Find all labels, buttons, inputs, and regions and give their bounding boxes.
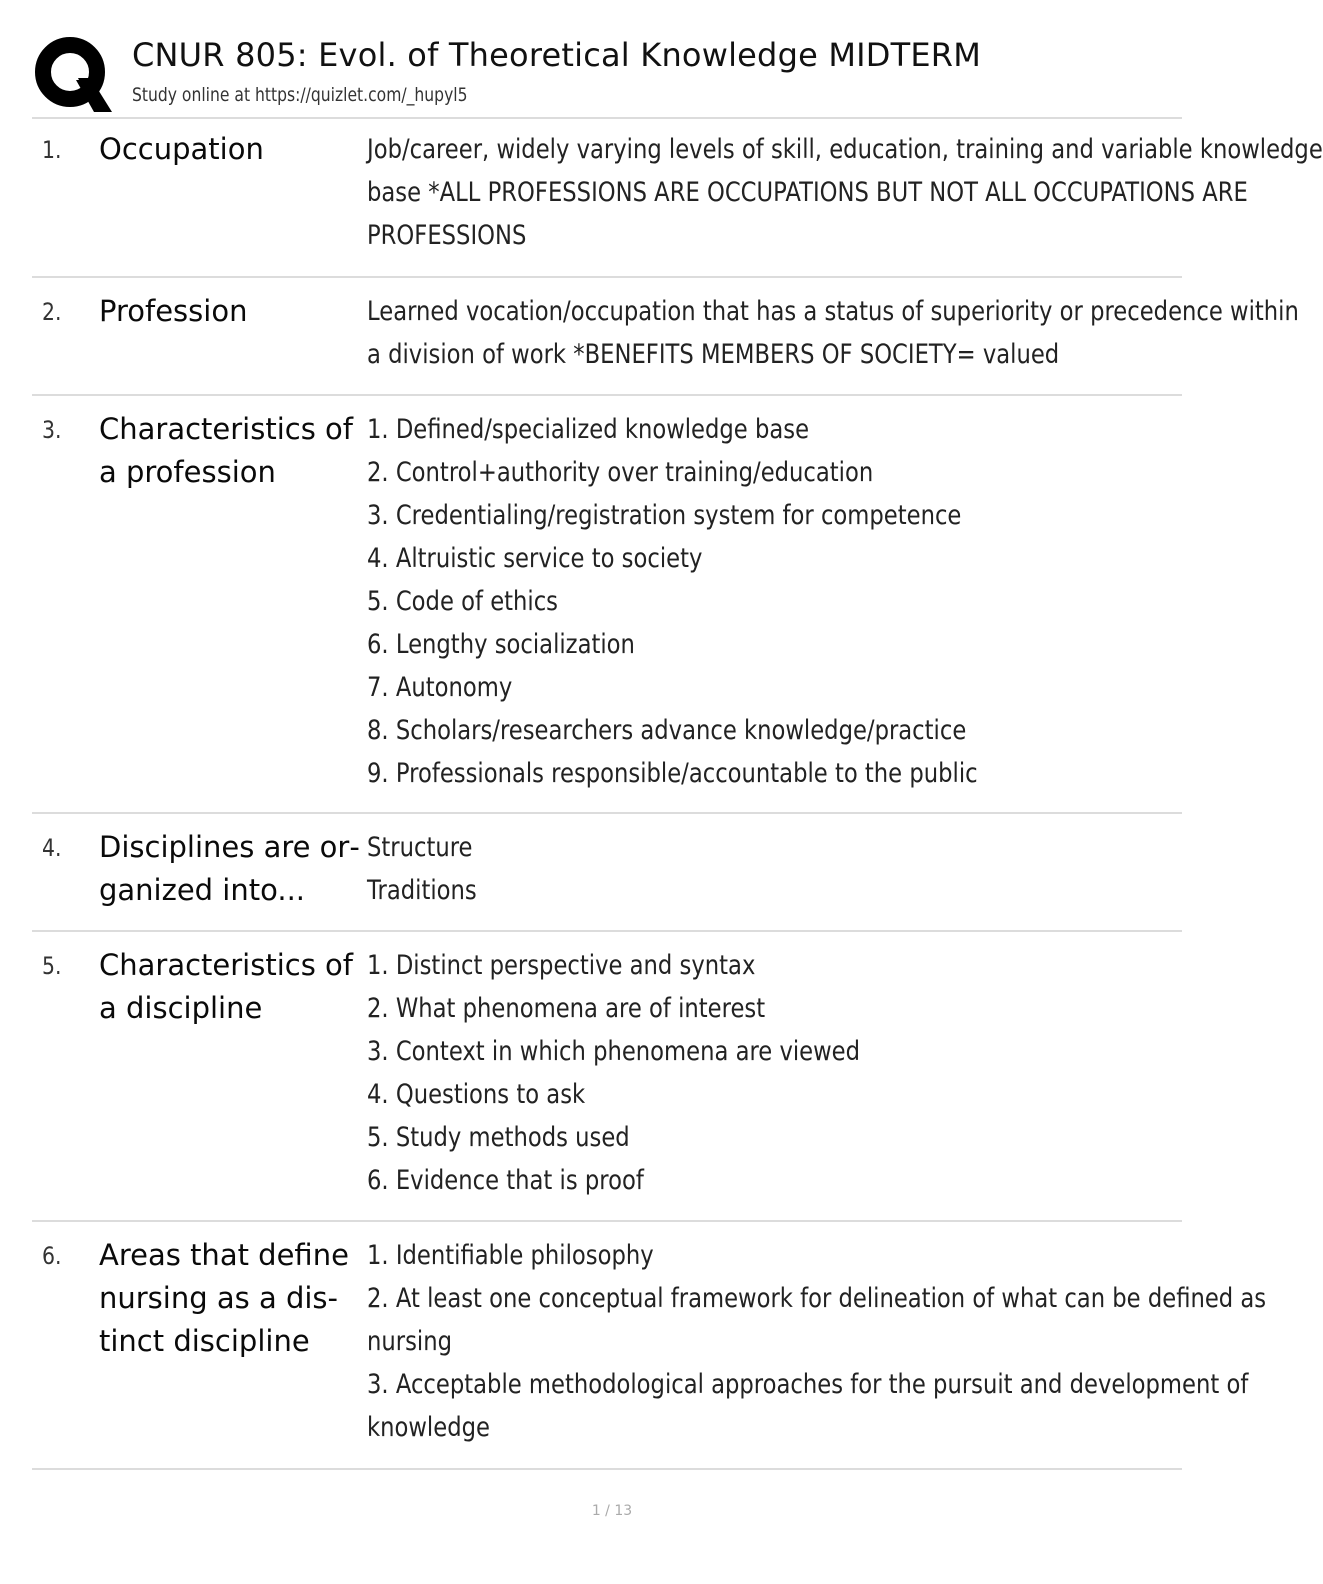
card-definition: [367, 128, 1323, 257]
card-definition: [367, 1234, 1267, 1449]
definition-line: 2. Control+authority over training/education: [367, 457, 874, 488]
card-number: 5.: [42, 952, 62, 980]
definition-line: Structure: [367, 832, 473, 863]
card-number: 2.: [42, 298, 62, 326]
definition-line: 3. Context in which phenomena are viewed: [367, 1036, 861, 1067]
definition-line: 4. Altruistic service to society: [367, 543, 703, 574]
definition-line: a division of work *BENEFITS MEMBERS OF SOCIETY= valued: [367, 339, 1060, 370]
definition-line: knowledge: [367, 1412, 490, 1443]
page-header: [32, 30, 1182, 114]
definition-line: 9. Professionals responsible/accountable to the public: [367, 758, 978, 789]
definition-line: nursing: [367, 1326, 452, 1357]
definition-line: 6. Lengthy socialization: [367, 629, 635, 660]
flashcard-list: [32, 118, 1323, 1470]
flashcard-row: [32, 278, 1299, 396]
card-number: 3.: [42, 416, 62, 444]
definition-line: 8. Scholars/researchers advance knowledge/practice: [367, 715, 967, 746]
definition-line: 6. Evidence that is proof: [367, 1165, 644, 1196]
definition-line: Traditions: [367, 875, 477, 906]
card-term: Disciplines are organized into...: [99, 830, 360, 907]
card-number: 6.: [42, 1242, 62, 1270]
flashcard-row: [32, 118, 1323, 278]
definition-line: 1. Defined/specialized knowledge base: [367, 414, 810, 445]
definition-line: Job/career, widely varying levels of skill, education, training and variable knowledge: [367, 134, 1323, 165]
card-term: Characteristics of a profession: [99, 412, 353, 489]
definition-line: 5. Code of ethics: [367, 586, 559, 617]
definition-line: Learned vocation/occupation that has a status of superiority or precedence within: [367, 296, 1299, 327]
definition-line: base *ALL PROFESSIONS ARE OCCUPATIONS BUT NOT ALL OCCUPATIONS ARE: [367, 177, 1248, 208]
card-term: Occupation: [99, 132, 264, 166]
definition-line: 7. Autonomy: [367, 672, 513, 703]
flashcard-row: [32, 396, 1182, 814]
definition-line: 4. Questions to ask: [367, 1079, 586, 1110]
card-definition: [367, 826, 1157, 912]
card-definition: [367, 944, 1157, 1202]
card-term: Characteristics of a discipline: [99, 948, 353, 1025]
flashcard-row: [32, 814, 1182, 932]
card-term: Profession: [99, 294, 248, 328]
definition-line: PROFESSIONS: [367, 220, 527, 251]
card-definition: [367, 408, 1157, 795]
study-online-link[interactable]: Study online at https://quizlet.com/_hupyl5: [132, 84, 468, 106]
flashcard-row: [32, 932, 1182, 1222]
card-definition: [367, 290, 1299, 376]
definition-line: 3. Credentialing/registration system for competence: [367, 500, 962, 531]
quizlet-q-logo-icon: [34, 36, 112, 114]
card-term: Areas that define nursing as a distinct discipline: [99, 1238, 349, 1358]
card-number: 1.: [42, 136, 62, 164]
definition-line: 2. What phenomena are of interest: [367, 993, 766, 1024]
definition-line: 3. Acceptable methodological approaches for the pursuit and development of: [367, 1369, 1249, 1400]
page-indicator: 1 / 13: [591, 1503, 633, 1519]
definition-line: 1. Identifiable philosophy: [367, 1240, 654, 1271]
definition-line: 2. At least one conceptual framework for delineation of what can be defined as: [367, 1283, 1267, 1314]
page-title: CNUR 805: Evol. of Theoretical Knowledge MIDTERM: [132, 36, 982, 74]
card-number: 4.: [42, 834, 62, 862]
definition-line: 1. Distinct perspective and syntax: [367, 950, 756, 981]
definition-line: 5. Study methods used: [367, 1122, 630, 1153]
flashcard-row: [32, 1222, 1267, 1470]
